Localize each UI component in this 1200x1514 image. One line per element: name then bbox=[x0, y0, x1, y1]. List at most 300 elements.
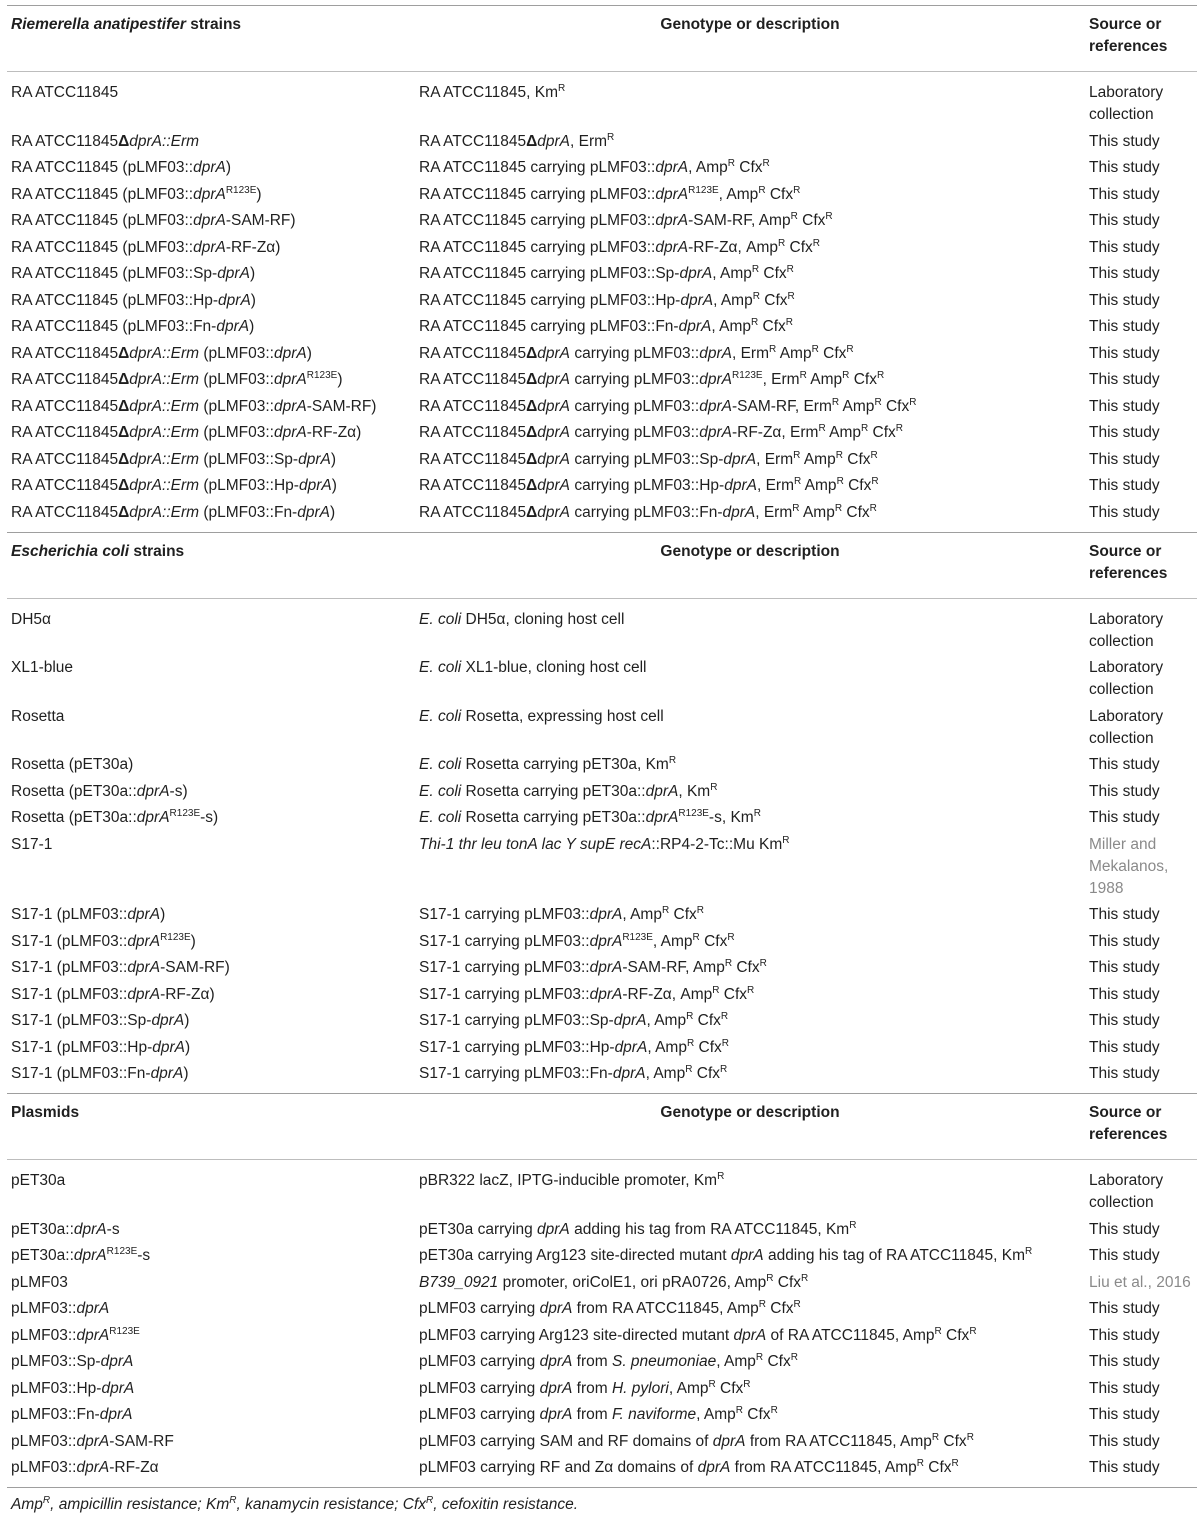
italic-text: dprA bbox=[645, 809, 679, 826]
italic-text: dprA bbox=[645, 782, 679, 800]
table-row bbox=[7, 155, 1197, 182]
text-run: S17-1 bbox=[11, 835, 53, 853]
column-header-genotype: Genotype or description bbox=[415, 1094, 1085, 1160]
table-section bbox=[7, 532, 1197, 1094]
source-cell: This study bbox=[1089, 809, 1160, 826]
italic-text: dprA bbox=[537, 503, 571, 521]
column-header-genotype: Genotype or description bbox=[415, 532, 1085, 598]
italic-text: dprA bbox=[724, 477, 757, 494]
delta-symbol: Δ bbox=[118, 344, 130, 362]
text-run: -s, Km bbox=[708, 809, 754, 826]
table-row bbox=[7, 1270, 1197, 1297]
text-run: carrying pLMF03:: bbox=[570, 397, 700, 415]
superscript: R123E bbox=[731, 370, 763, 381]
superscript: R bbox=[909, 396, 917, 408]
description-cell bbox=[415, 779, 1085, 806]
strain-cell bbox=[7, 500, 415, 533]
strain-cell bbox=[7, 1270, 415, 1297]
italic-text: dprA bbox=[73, 1220, 107, 1238]
description-cell bbox=[415, 752, 1085, 779]
text-run: RA ATCC11845 bbox=[11, 424, 119, 441]
superscript: R bbox=[835, 449, 843, 461]
text-run: pLMF03 carrying bbox=[419, 1379, 540, 1397]
italic-text: dprA bbox=[273, 424, 307, 441]
delta-symbol: Δ bbox=[526, 344, 538, 362]
text-run: from bbox=[572, 1353, 612, 1370]
italic-text: Riemerella anatipestifer bbox=[11, 16, 186, 33]
source-cell: This study bbox=[1089, 959, 1160, 976]
text-run: Amp bbox=[799, 503, 835, 521]
text-run: , Erm bbox=[756, 450, 794, 468]
source-cell: This study bbox=[1089, 1012, 1160, 1029]
superscript: R bbox=[747, 984, 755, 996]
italic-text: dprA bbox=[537, 1220, 570, 1238]
text-run: RA ATCC11845 (pLMF03:: bbox=[11, 185, 194, 203]
italic-text: dprA bbox=[733, 1326, 767, 1344]
superscript: R bbox=[811, 343, 819, 355]
source-cell: Miller and Mekalanos, 1988 bbox=[1089, 835, 1169, 897]
table-row bbox=[7, 1323, 1197, 1350]
text-run: pLMF03:: bbox=[11, 1432, 77, 1450]
strain-cell bbox=[7, 447, 415, 474]
text-run: S17-1 (pLMF03:: bbox=[11, 959, 128, 976]
superscript: R bbox=[874, 396, 882, 408]
table-row bbox=[7, 261, 1197, 288]
table-row bbox=[7, 288, 1197, 315]
superscript: R bbox=[861, 423, 869, 434]
text-run: S17-1 (pLMF03::Fn- bbox=[11, 1065, 151, 1082]
text-run: RA ATCC11845 carrying pLMF03:: bbox=[419, 212, 656, 229]
text-run: (pLMF03:: bbox=[199, 371, 274, 388]
italic-text: dprA bbox=[537, 424, 571, 441]
delta-symbol: Δ bbox=[118, 477, 130, 494]
strain-cell bbox=[7, 1008, 415, 1035]
strain-cell bbox=[7, 261, 415, 288]
superscript: R bbox=[969, 1325, 977, 1337]
text-run: RA ATCC11845 bbox=[11, 397, 119, 415]
italic-text: dprA bbox=[127, 959, 161, 976]
italic-text: dprA bbox=[73, 1247, 107, 1264]
italic-text: Thi-1 thr leu tonA lac Y supE recA bbox=[419, 835, 652, 853]
text-run: pLMF03::Fn- bbox=[11, 1406, 100, 1423]
text-run: RA ATCC11845 bbox=[419, 424, 527, 441]
text-run: pLMF03 carrying SAM and RF domains of bbox=[419, 1432, 713, 1450]
italic-text: dprA bbox=[678, 318, 712, 335]
table-footnote bbox=[7, 1487, 1197, 1514]
superscript: R bbox=[831, 396, 840, 408]
text-run: -SAM-RF) bbox=[225, 212, 296, 229]
italic-text: dprA bbox=[655, 238, 689, 256]
superscript: R bbox=[934, 1325, 942, 1337]
text-run: Amp bbox=[825, 424, 861, 441]
text-run: S17-1 (pLMF03::Hp- bbox=[11, 1038, 153, 1056]
source-cell: This study bbox=[1089, 397, 1160, 415]
text-run: of RA ATCC11845, Amp bbox=[766, 1326, 935, 1344]
text-run: Cfx bbox=[868, 424, 896, 441]
text-run: pLMF03:: bbox=[11, 1326, 77, 1344]
italic-text: dprA bbox=[537, 450, 571, 468]
italic-text: dprA bbox=[152, 1038, 186, 1056]
text-run: S17-1 (pLMF03:: bbox=[11, 985, 128, 1003]
superscript: R bbox=[710, 781, 718, 793]
text-run: , Amp bbox=[647, 1038, 687, 1056]
superscript: R123E bbox=[678, 808, 709, 819]
text-run: Cfx bbox=[669, 906, 697, 923]
description-cell bbox=[415, 1008, 1085, 1035]
table-row bbox=[7, 1008, 1197, 1035]
superscript: R bbox=[720, 1011, 729, 1022]
superscript: R bbox=[778, 237, 786, 249]
description-cell bbox=[415, 1376, 1085, 1403]
description-cell bbox=[415, 1217, 1085, 1244]
text-run: pET30a:: bbox=[11, 1220, 74, 1238]
text-run: DH5α bbox=[11, 610, 51, 628]
text-run: pLMF03 carrying bbox=[419, 1300, 540, 1317]
superscript: R bbox=[794, 476, 802, 487]
superscript: R bbox=[758, 1299, 766, 1310]
text-run: -SAM-RF) bbox=[160, 959, 230, 976]
text-run: Cfx bbox=[797, 212, 826, 229]
text-run: S17-1 carrying pLMF03::Hp- bbox=[419, 1038, 615, 1056]
strain-cell bbox=[7, 598, 415, 655]
italic-text: dprA::Erm bbox=[129, 132, 200, 150]
table-row bbox=[7, 752, 1197, 779]
text-run: RA ATCC11845 bbox=[419, 503, 527, 521]
superscript: R bbox=[751, 264, 760, 275]
strain-cell bbox=[7, 1376, 415, 1403]
text-run: Cfx bbox=[849, 371, 877, 388]
text-run: Cfx bbox=[843, 477, 872, 494]
source-cell: This study bbox=[1089, 1379, 1160, 1397]
text-run: RA ATCC11845 bbox=[11, 371, 119, 388]
text-run: pLMF03 carrying Arg123 site-directed mutant bbox=[419, 1326, 734, 1344]
text-run: (pLMF03::Hp- bbox=[199, 477, 299, 494]
text-run: pET30a bbox=[11, 1172, 66, 1189]
text-run: , Amp bbox=[718, 185, 759, 203]
text-run: Cfx bbox=[842, 503, 870, 521]
italic-text: E. coli bbox=[419, 610, 462, 628]
text-run: -s) bbox=[200, 809, 219, 826]
italic-text: E. coli bbox=[419, 782, 462, 800]
text-run: Cfx bbox=[939, 1432, 967, 1450]
strain-cell bbox=[7, 235, 415, 262]
text-run: Cfx bbox=[734, 159, 763, 176]
strain-cell bbox=[7, 1160, 415, 1217]
text-run: RA ATCC11845 bbox=[11, 450, 119, 468]
column-header-source: Source or references bbox=[1085, 532, 1197, 598]
superscript: R bbox=[871, 476, 879, 487]
table-section bbox=[7, 1094, 1197, 1488]
text-run: from RA ATCC11845, Amp bbox=[572, 1300, 759, 1317]
text-run: (pLMF03:: bbox=[199, 344, 274, 362]
source-cell: Laboratory collection bbox=[1089, 610, 1164, 650]
text-run: ) bbox=[190, 932, 196, 950]
text-run: ) bbox=[256, 185, 262, 203]
strain-cell bbox=[7, 1061, 415, 1094]
source-cell: This study bbox=[1089, 1326, 1160, 1344]
text-run: carrying pLMF03::Fn- bbox=[570, 503, 723, 521]
description-cell bbox=[415, 805, 1085, 832]
table-row bbox=[7, 1160, 1197, 1217]
text-run: Cfx bbox=[842, 450, 871, 468]
source-cell: This study bbox=[1089, 424, 1160, 441]
text-run: -SAM-RF, Erm bbox=[731, 397, 832, 415]
table-row bbox=[7, 1429, 1197, 1456]
italic-text: dprA bbox=[298, 450, 331, 468]
superscript: R bbox=[750, 317, 759, 328]
text-run: ) bbox=[329, 503, 336, 521]
superscript: R bbox=[686, 1011, 694, 1022]
italic-text: dprA bbox=[614, 1038, 648, 1056]
italic-text: dprA bbox=[127, 932, 161, 950]
text-run: Rosetta (pET30a) bbox=[11, 756, 134, 773]
text-run: , Amp bbox=[711, 318, 751, 335]
text-run: RA ATCC11845 (pLMF03:: bbox=[11, 238, 194, 256]
text-run: Amp bbox=[11, 1496, 43, 1513]
text-run: (pLMF03:: bbox=[199, 424, 274, 441]
text-run: -RF-Zα bbox=[109, 1459, 159, 1476]
strain-cell bbox=[7, 473, 415, 500]
description-cell bbox=[415, 1270, 1085, 1297]
table-row bbox=[7, 929, 1197, 956]
description-cell bbox=[415, 1035, 1085, 1062]
description-cell bbox=[415, 367, 1085, 394]
italic-text: dprA bbox=[722, 503, 756, 521]
text-run: Plasmids bbox=[11, 1104, 80, 1121]
text-run: , Erm bbox=[762, 371, 800, 388]
superscript: R bbox=[724, 958, 733, 969]
superscript: R bbox=[951, 1458, 959, 1469]
italic-text: dprA bbox=[699, 397, 732, 415]
text-run: RA ATCC11845 (pLMF03::Sp- bbox=[11, 265, 218, 282]
text-run: RA ATCC11845 carrying pLMF03::Hp- bbox=[419, 291, 681, 309]
source-cell: This study bbox=[1089, 132, 1160, 150]
text-run: Amp bbox=[776, 344, 812, 362]
strain-cell bbox=[7, 752, 415, 779]
italic-text: dprA bbox=[101, 1379, 135, 1397]
source-cell: This study bbox=[1089, 1300, 1160, 1317]
text-run: RA ATCC11845 (pLMF03:: bbox=[11, 212, 194, 229]
table-row bbox=[7, 341, 1197, 368]
description-cell bbox=[415, 72, 1085, 129]
superscript: R bbox=[770, 1405, 778, 1416]
text-run: carrying pLMF03:: bbox=[570, 371, 700, 388]
text-run: ) bbox=[249, 265, 256, 282]
italic-text: dprA bbox=[76, 1459, 110, 1476]
superscript: R bbox=[870, 449, 878, 461]
text-run: RA ATCC11845 bbox=[419, 344, 527, 362]
text-run: Cfx bbox=[765, 185, 794, 203]
text-run: Cfx bbox=[758, 318, 786, 335]
text-run: RA ATCC11845 bbox=[11, 477, 119, 494]
superscript: R bbox=[782, 834, 790, 846]
superscript: R bbox=[1025, 1246, 1033, 1257]
italic-text: dprA::Erm bbox=[129, 477, 200, 494]
section-title bbox=[7, 1094, 415, 1160]
text-run: S17-1 carrying pLMF03:: bbox=[419, 959, 590, 976]
italic-text: dprA bbox=[193, 159, 226, 176]
text-run: ) bbox=[250, 291, 256, 309]
source-cell: Laboratory collection bbox=[1089, 84, 1164, 123]
text-run: Cfx bbox=[773, 1273, 802, 1291]
section-header-row bbox=[7, 532, 1197, 598]
superscript: R bbox=[759, 958, 767, 969]
text-run: pLMF03:: bbox=[11, 1459, 77, 1476]
italic-text: dprA bbox=[699, 371, 732, 388]
text-run: Cfx bbox=[881, 397, 910, 415]
text-run: XL1-blue, cloning host cell bbox=[461, 659, 647, 676]
text-run: S17-1 carrying pLMF03:: bbox=[419, 985, 590, 1003]
table-row bbox=[7, 367, 1197, 394]
text-run: S17-1 (pLMF03:: bbox=[11, 932, 128, 950]
text-run: DH5α, cloning host cell bbox=[461, 610, 625, 628]
strain-cell bbox=[7, 704, 415, 753]
strain-cell bbox=[7, 1217, 415, 1244]
description-cell bbox=[415, 420, 1085, 447]
italic-text: dprA bbox=[723, 450, 757, 468]
delta-symbol: Δ bbox=[118, 371, 130, 388]
text-run: -RF-Zα, Amp bbox=[622, 985, 713, 1003]
italic-text: dprA bbox=[273, 344, 307, 362]
text-run: Amp bbox=[806, 371, 843, 388]
italic-text: dprA bbox=[136, 809, 170, 826]
source-cell: This study bbox=[1089, 906, 1160, 923]
italic-text: dprA bbox=[655, 185, 689, 203]
text-run: , Amp bbox=[713, 291, 753, 309]
strain-cell bbox=[7, 1402, 415, 1429]
text-run: ) bbox=[249, 318, 255, 335]
text-run: pBR322 lacZ, IPTG-inducible promoter, Km bbox=[419, 1172, 718, 1189]
text-run: Cfx bbox=[719, 985, 748, 1003]
italic-text: dprA bbox=[679, 265, 713, 282]
table-row bbox=[7, 72, 1197, 129]
source-cell: This study bbox=[1089, 318, 1160, 335]
superscript: R bbox=[836, 476, 844, 487]
superscript: R bbox=[786, 264, 794, 275]
superscript: R bbox=[685, 1064, 693, 1075]
text-run: RA ATCC11845 (pLMF03::Fn- bbox=[11, 318, 217, 335]
description-cell bbox=[415, 394, 1085, 421]
superscript: R bbox=[869, 502, 877, 514]
text-run: strains bbox=[129, 542, 185, 560]
italic-text: dprA bbox=[537, 477, 571, 494]
text-run: -SAM-RF) bbox=[306, 397, 377, 415]
text-run: Cfx bbox=[765, 1300, 794, 1317]
italic-text: dprA bbox=[297, 503, 330, 521]
text-run: RA ATCC11845 carrying pLMF03:: bbox=[419, 238, 656, 256]
delta-symbol: Δ bbox=[526, 371, 538, 388]
italic-text: dprA bbox=[712, 1432, 746, 1450]
text-run: -SAM-RF bbox=[109, 1432, 174, 1450]
description-cell bbox=[415, 1429, 1085, 1456]
text-run: ) bbox=[225, 159, 231, 176]
italic-text: E. coli bbox=[419, 659, 462, 676]
text-run: pLMF03::Hp- bbox=[11, 1379, 102, 1397]
description-cell bbox=[415, 655, 1085, 704]
text-run: , cefoxitin resistance. bbox=[433, 1496, 578, 1513]
description-cell bbox=[415, 473, 1085, 500]
superscript: R bbox=[720, 1064, 728, 1075]
superscript: R bbox=[743, 1378, 751, 1390]
superscript: R bbox=[793, 449, 801, 461]
delta-symbol: Δ bbox=[118, 503, 130, 521]
text-run: promoter, oriColE1, ori pRA0726, Amp bbox=[498, 1273, 767, 1291]
table-row bbox=[7, 473, 1197, 500]
italic-text: dprA bbox=[612, 1065, 646, 1082]
text-run: pLMF03 carrying bbox=[419, 1406, 540, 1423]
description-cell bbox=[415, 288, 1085, 315]
text-run: , Erm bbox=[731, 344, 770, 362]
strains-plasmids-table bbox=[7, 5, 1197, 1487]
table-row bbox=[7, 655, 1197, 704]
italic-text: dprA bbox=[136, 782, 170, 800]
text-run: -s) bbox=[169, 782, 188, 800]
superscript: R bbox=[727, 158, 735, 169]
text-run: , Amp bbox=[645, 1065, 686, 1082]
italic-text: dprA bbox=[273, 371, 307, 388]
superscript: R bbox=[753, 808, 761, 819]
superscript: R bbox=[758, 184, 766, 196]
superscript: R bbox=[793, 1299, 801, 1310]
superscript: R bbox=[661, 905, 670, 916]
strain-cell bbox=[7, 655, 415, 704]
source-cell: This study bbox=[1089, 477, 1160, 494]
table-row bbox=[7, 129, 1197, 156]
text-run: , kanamycin resistance; Cfx bbox=[236, 1496, 427, 1513]
column-header-source: Source or references bbox=[1085, 1094, 1197, 1160]
superscript: R bbox=[799, 370, 807, 381]
table-row bbox=[7, 1349, 1197, 1376]
superscript: R bbox=[766, 1272, 774, 1284]
text-run: Cfx bbox=[941, 1326, 970, 1344]
italic-text: dprA bbox=[193, 185, 226, 203]
source-cell: Laboratory collection bbox=[1089, 1172, 1164, 1211]
text-run: ::RP4-2-Tc::Mu Km bbox=[651, 835, 783, 853]
italic-text: Escherichia coli bbox=[11, 542, 130, 560]
table-row bbox=[7, 394, 1197, 421]
superscript: R123E bbox=[306, 370, 338, 381]
text-run: pLMF03 bbox=[11, 1273, 68, 1291]
italic-text: dprA::Erm bbox=[129, 503, 200, 521]
text-run: RA ATCC11845 bbox=[419, 371, 527, 388]
text-run: Amp bbox=[839, 397, 875, 415]
superscript: R bbox=[842, 370, 850, 381]
italic-text: dprA bbox=[539, 1406, 573, 1423]
table-row bbox=[7, 598, 1197, 655]
delta-symbol: Δ bbox=[118, 132, 130, 150]
text-run: pET30a carrying bbox=[419, 1220, 538, 1238]
italic-text: dprA::Erm bbox=[129, 424, 200, 441]
table-row bbox=[7, 1217, 1197, 1244]
italic-text: H. pylori bbox=[611, 1379, 669, 1397]
strain-cell bbox=[7, 129, 415, 156]
text-run: ) bbox=[185, 1038, 191, 1056]
superscript: R123E bbox=[688, 184, 719, 196]
table-row bbox=[7, 182, 1197, 209]
text-run: ) bbox=[306, 344, 312, 362]
strain-cell bbox=[7, 955, 415, 982]
text-run: Cfx bbox=[732, 959, 760, 976]
italic-text: dprA bbox=[127, 906, 161, 923]
description-cell bbox=[415, 208, 1085, 235]
text-run: S17-1 carrying pLMF03::Sp- bbox=[419, 1012, 614, 1029]
table-row bbox=[7, 1035, 1197, 1062]
superscript: R bbox=[834, 502, 843, 514]
strain-cell bbox=[7, 1429, 415, 1456]
superscript: R123E bbox=[169, 808, 201, 819]
italic-text: dprA bbox=[76, 1432, 110, 1450]
text-run: Cfx bbox=[759, 291, 788, 309]
